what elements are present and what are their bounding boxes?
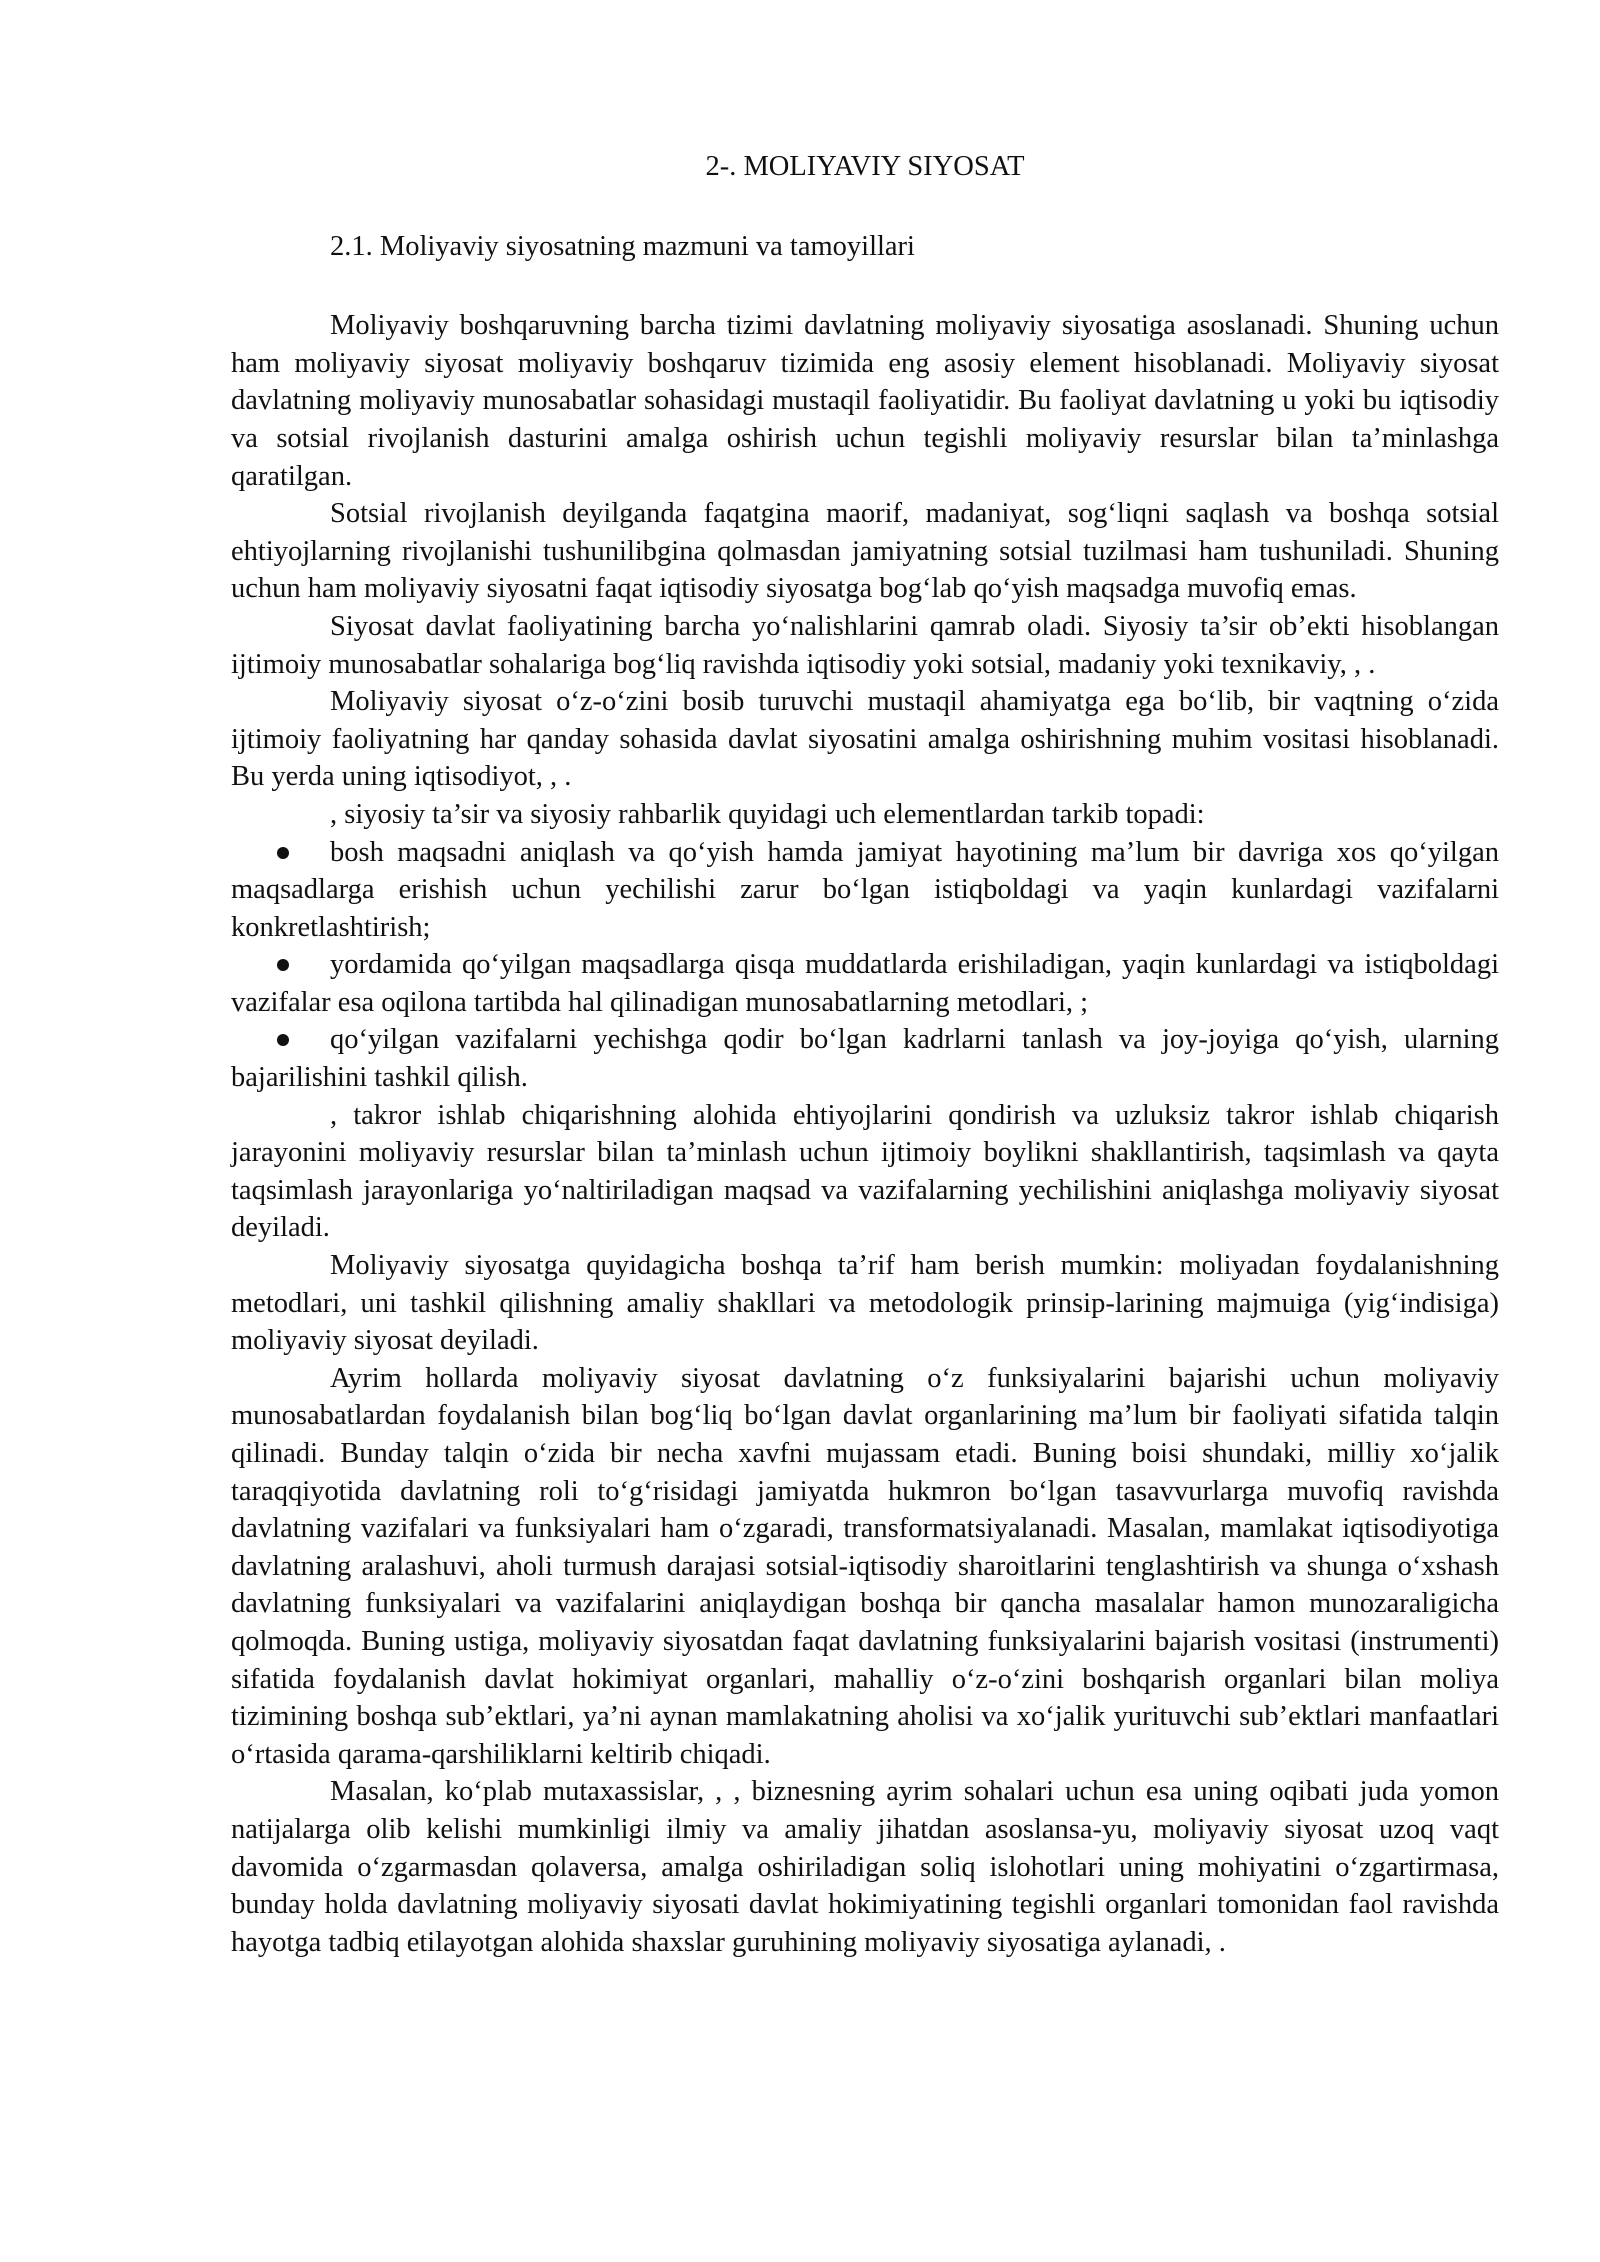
paragraph: Moliyaviy siyosat o‘z-o‘zini bosib turuvchi mustaqil ahamiyatga ega bo‘lib, bir vaqtning o‘zida ijtimoiy faoliyatning har qanday sohasida davlat siyosatini amalga oshirishning muhim vositasi hisoblanadi. Bu yerda uning iqtisodiyot, , . — [231, 686, 1499, 793]
page-title: 2-. MOLIYAVIY SIYOSAT — [705, 151, 1025, 182]
bullet-text: yordamida qo‘yilgan maqsadlarga qisqa muddatlarda erishiladigan, yaqin kunlardagi va istiqboldagi vazifalar esa oqilona tartibda hal qilinadigan munosabatlarning metodlari, ; — [231, 949, 1499, 1018]
document-page — [231, 148, 1499, 1961]
paragraph: , takror ishlab chiqarishning alohida ehtiyojlarini qondirish va uzluksiz takror ishlab chiqarish jarayonini moliyaviy resurslar bilan ta’minlash uchun ijtimoiy boylikni shakllantirish, taqsimlash va qayta taqsimlash jarayonlariga yo‘naltiriladigan maqsad va vazifalarning yechilishini aniqlashga moliyaviy siyosat deyiladi. — [231, 1099, 1499, 1244]
paragraph: Ayrim hollarda moliyaviy siyosat davlatning o‘z funksiyalarini bajarishi uchun moliyaviy munosabatlardan foydalanish bilan bog‘liq bo‘lgan davlat organlarining ma’lum bir faoliyati sifatida talqin qilinadi. Bunday talqin o‘zida bir necha xavfni mujassam etadi. Buning boisi shundaki, milliy xo‘jalik taraqqiyotida davlatning roli to‘g‘risidagi jamiyatda hukmron bo‘lgan tasavvurlarga muvofiq ravishda davlatning vazifalari va funksiyalari ham o‘zgaradi, transformatsiyalanadi. Masalan, mamlakat iqtisodiyotiga davlatning aralashuvi, aholi turmush darajasi sotsial-iqtisodiy sharoitlarini tenglashtirish va shunga o‘xshash davlatning funksiyalari va vazifalarini aniqlaydigan boshqa bir qancha masalalar hamon munozaraligicha qolmoqda. Buning ustiga, moliyaviy siyosatdan faqat davlatning funksiyalarini bajarish vositasi (instrumenti) sifatida foydalanish davlat hokimiyat organlari, mahalliy o‘z-o‘zini boshqarish organlari bilan moliya tizimining boshqa sub’ektlari, ya’ni aynan mamlakatning aholisi va xo‘jalik yurituvchi sub’ektlari manfaatlari o‘rtasida qarama-qarshiliklarni keltirib chiqadi. — [231, 1362, 1499, 1770]
bullet-item — [231, 946, 1499, 1021]
paragraph: Siyosat davlat faoliyatining barcha yo‘nalishlarini qamrab oladi. Siyosiy ta’sir ob’ekti hisoblangan ijtimoiy munosabatlar sohalariga bog‘liq ravishda iqtisodiy yoki sotsial, madaniy yoki texnikaviy, , . — [231, 610, 1499, 680]
bullet-dot-icon — [277, 959, 289, 971]
bullet-dot-icon — [277, 1034, 289, 1046]
bullet-item — [231, 1021, 1499, 1096]
bullet-text: bosh maqsadni aniqlash va qo‘yish hamda jamiyat hayotining ma’lum bir davriga xos qo‘yilgan maqsadlarga erishish uchun yechilishi zarur bo‘lgan istiqboldagi va yaqin kunlardagi vazifalarni konkretlashtirish; — [231, 836, 1499, 943]
bullet-list — [231, 834, 1499, 1097]
paragraph: Moliyaviy boshqaruvning barcha tizimi davlatning moliyaviy siyosatiga asoslanadi. Shuning uchun ham moliyaviy siyosat moliyaviy boshqaruv tizimida eng asosiy element hisoblanadi. Moliyaviy siyosat davlatning moliyaviy munosabatlar sohasidagi mustaqil faoliyatidir. Bu faoliyat davlatning u yoki bu iqtisodiy va sotsial rivojlanish dasturini amalga oshirish uchun tegishli moliyaviy resurslar bilan ta’minlashga qaratilgan. — [231, 310, 1499, 492]
bullet-dot-icon — [277, 847, 289, 859]
paragraph: Sotsial rivojlanish deyilganda faqatgina maorif, madaniyat, sog‘liqni saqlash va boshqa sotsial ehtiyojlarning rivojlanishi tushunilibgina qolmasdan jamiyatning sotsial tuzilmasi ham tushuniladi. Shuning uchun ham moliyaviy siyosatni faqat iqtisodiy siyosatga bog‘lab qo‘yish maqsadga muvofiq emas. — [231, 498, 1499, 605]
paragraph: Moliyaviy siyosatga quyidagicha boshqa ta’rif ham berish mumkin: moliyadan foydalanishning metodlari, uni tashkil qilishning amaliy shakllari va metodologik prinsip-larining majmuiga (yig‘indisiga) moliyaviy siyosat deyiladi. — [231, 1250, 1499, 1357]
paragraph: Masalan, ko‘plab mutaxassislar, , , biznesning ayrim sohalari uchun esa uning oqibati juda yomon natijalarga olib kelishi mumkinligi ilmiy va amaliy jihatdan asoslansa-yu, moliyaviy siyosat uzoq vaqt davomida o‘zgarmasdan qolaversa, amalga oshiriladigan soliq islohotlari uning mohiyatini o‘zgartirmasa, bunday holda davlatning moliyaviy siyosati davlat hokimiyatining tegishli organlari tomonidan faol ravishda hayotga tadbiq etilayotgan alohida shaxslar guruhining moliyaviy siyosatiga aylanadi, . — [231, 1776, 1499, 1958]
bullet-item — [231, 834, 1499, 947]
section-subtitle: 2.1. Moliyaviy siyosatning mazmuni va tamoyillari — [330, 230, 915, 262]
bullet-text: qo‘yilgan vazifalarni yechishga qodir bo‘lgan kadrlarni tanlash va joy-joyiga qo‘yish, ularning bajarilishini tashkil qilish. — [231, 1024, 1499, 1094]
paragraph: , siyosiy ta’sir va siyosiy rahbarlik quyidagi uch elementlardan tarkib topadi: — [330, 798, 1205, 830]
